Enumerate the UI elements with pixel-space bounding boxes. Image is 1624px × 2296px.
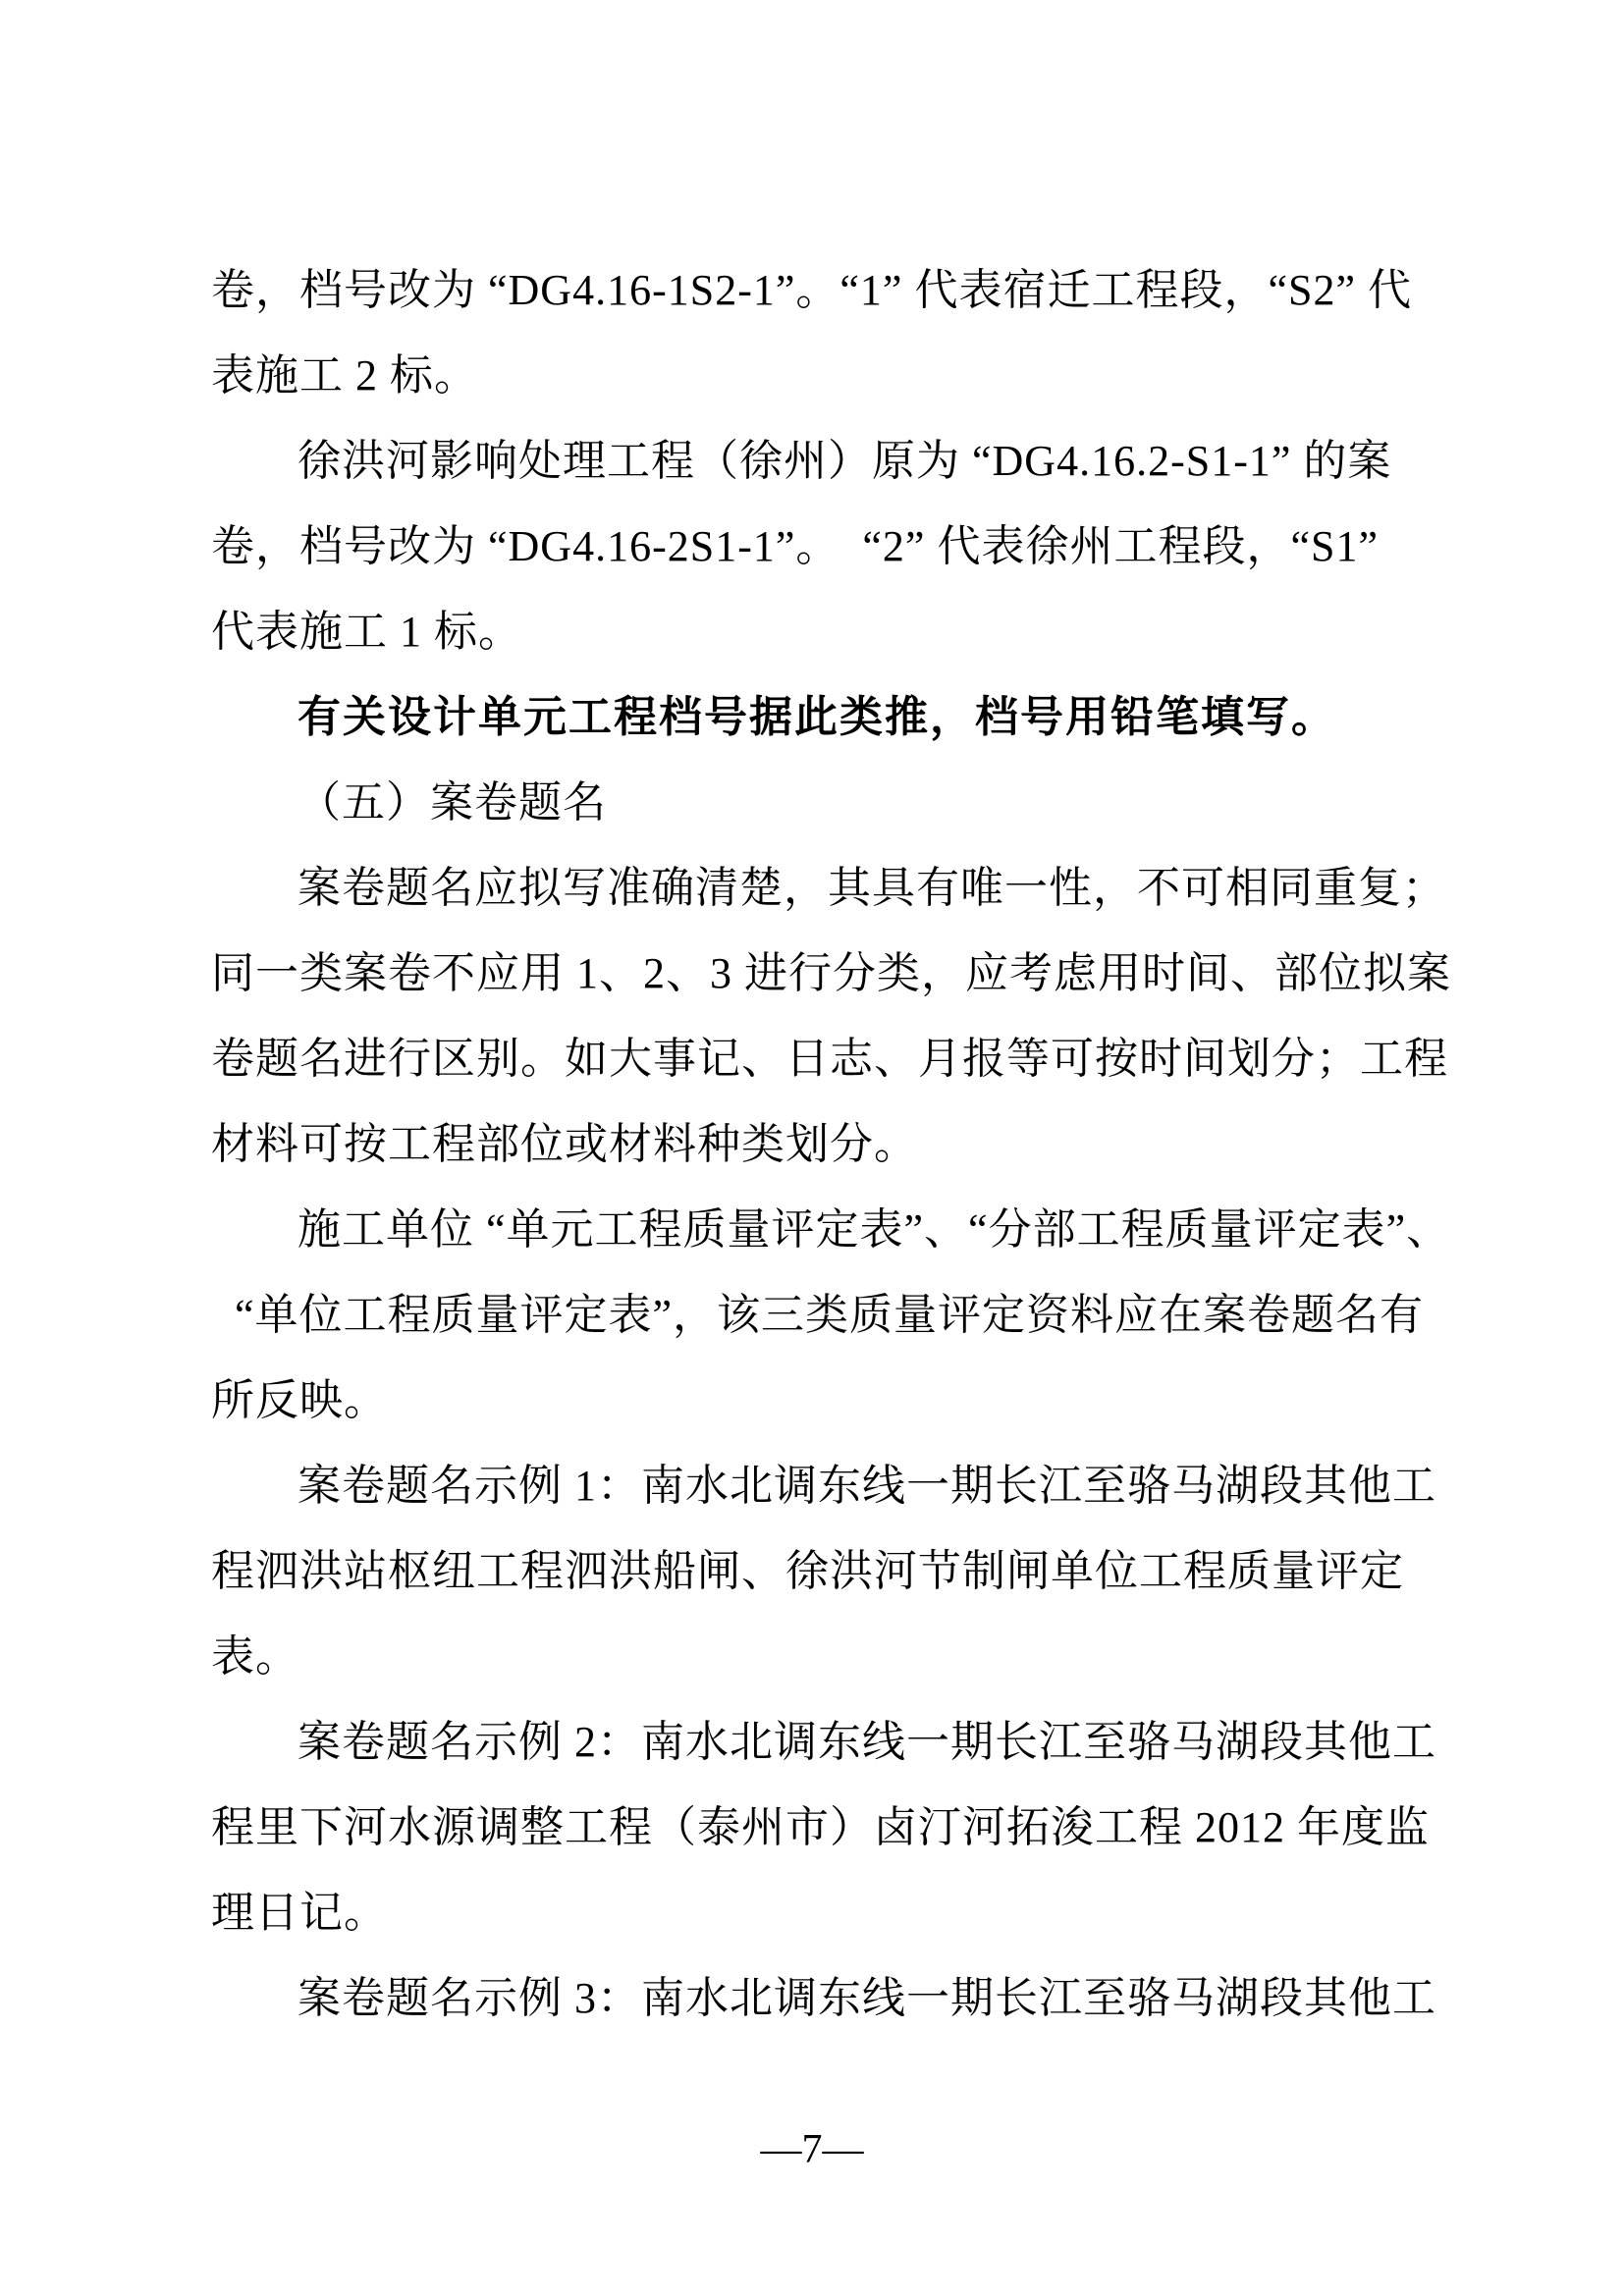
text-line: 材料可按工程部位或材料种类划分。 xyxy=(211,1120,918,1168)
text-line: 案卷题名示例 3：南水北调东线一期长江至骆马湖段其他工 xyxy=(298,1974,1436,2022)
text-line: 同一类案卷不应用 1、2、3 进行分类，应考虑用时间、部位拟案 xyxy=(211,949,1451,997)
text-line: 卷，档号改为 “DG4.16-2S1-1”。 “2” 代表徐州工程段，“S1” xyxy=(211,522,1379,570)
text-line: “单位工程质量评定表”，该三类质量评定资料应在案卷题名有 xyxy=(235,1291,1425,1339)
text-line: 案卷题名示例 2：南水北调东线一期长江至骆马湖段其他工 xyxy=(298,1718,1436,1766)
text-line: 案卷题名示例 1：南水北调东线一期长江至骆马湖段其他工 xyxy=(298,1462,1436,1510)
text-line-emphasis: 有关设计单元工程档号据此类推，档号用铅笔填写。 xyxy=(298,693,1336,741)
text-line: 卷题名进行区别。如大事记、日志、月报等可按时间划分；工程 xyxy=(211,1035,1448,1083)
text-line: 代表施工 1 标。 xyxy=(211,608,522,656)
text-line: 程里下河水源调整工程（泰州市）卤汀河拓浚工程 2012 年度监 xyxy=(211,1803,1430,1851)
text-line: 徐洪河影响处理工程（徐州）原为 “DG4.16.2-S1-1” 的案 xyxy=(298,437,1392,485)
text-line: 所反映。 xyxy=(211,1376,388,1424)
text-line: 施工单位 “单元工程质量评定表”、“分部工程质量评定表”、 xyxy=(298,1205,1451,1254)
text-line: 卷，档号改为 “DG4.16-1S2-1”。“1” 代表宿迁工程段，“S2” 代 xyxy=(211,266,1412,314)
text-line: 理日记。 xyxy=(211,1889,388,1937)
text-line: 程泗洪站枢纽工程泗洪船闸、徐洪河节制闸单位工程质量评定 xyxy=(211,1547,1404,1595)
section-heading: （五）案卷题名 xyxy=(298,778,607,827)
text-line: 表施工 2 标。 xyxy=(211,351,478,400)
text-line: 表。 xyxy=(211,1632,299,1681)
page-number: —7— xyxy=(760,2127,864,2172)
text-line: 案卷题名应拟写准确清楚，其具有唯一性，不可相同重复； xyxy=(298,864,1446,912)
document-body xyxy=(211,247,1451,2041)
